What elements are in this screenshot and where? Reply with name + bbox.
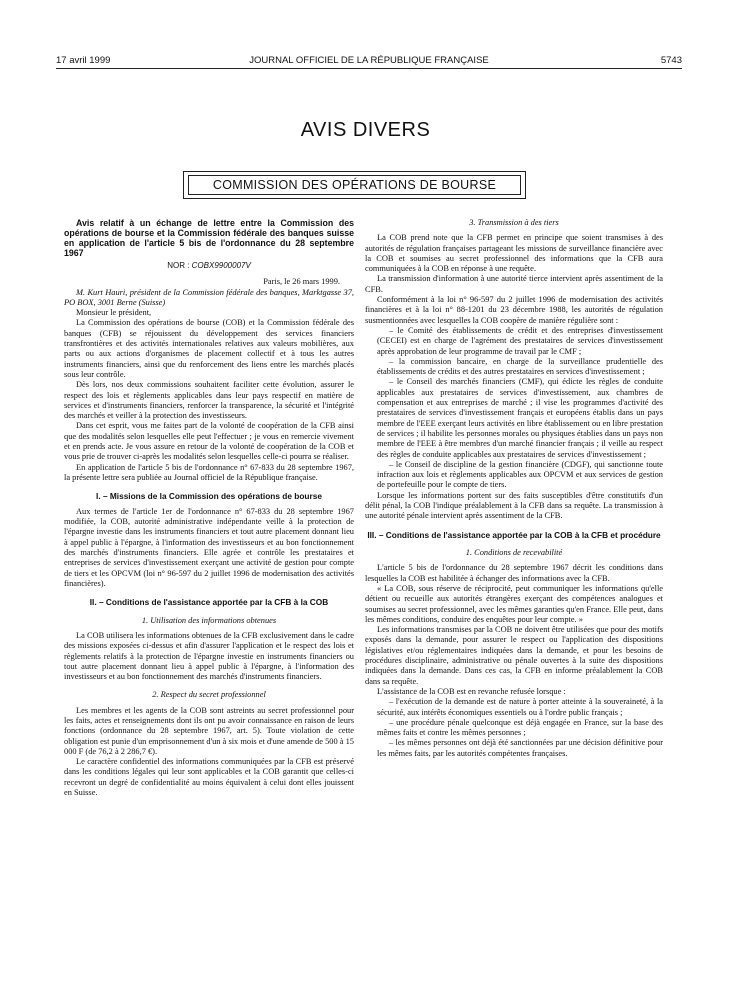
paragraph: Les informations transmises par la COB ne doivent être utilisées que pour des motifs exposés dans la demande, pour assurer le respect ou l'application des dispositions législatives et/ou réglementaires indiquées dans la demande, et pour les besoins de procédures disciplinaire, administrative ou pénale ouvertes à la suite des dispositions indiquées dans la demande. Dans ces cas, la CFB en informe préalablement la COB dans sa requête. <box>365 625 663 686</box>
list-item: – le Comité des établissements de crédit et des entreprises d'investissement (CECEI) est en charge de l'agrément des prestataires de services d'investissement après approbation de leur programme de travail par le CMF ; <box>377 325 663 356</box>
letter-date: Paris, le 26 mars 1999. <box>263 277 340 287</box>
subsection-heading: 1. Utilisation des informations obtenues <box>141 615 277 625</box>
page-header <box>56 55 682 69</box>
list-item: – les mêmes personnes ont déjà été sanctionnées par une décision définitive pour les mêmes faits, par les autorités compétentes françaises. <box>377 738 663 758</box>
section-heading: III. – Conditions de l'assistance apportée par la COB à la CFB et procédure <box>367 529 661 540</box>
commission-title: COMMISSION DES OPÉRATIONS DE BOURSE <box>188 175 521 195</box>
commission-box <box>183 171 526 199</box>
paragraph: Lorsque les informations portent sur des faits susceptibles d'être constitutifs d'un délit pénal, la COB l'indique préalablement à la CFB dans sa requête. La transmission à une autorité pénale intervient après assentiment de la CFB. <box>365 490 663 521</box>
paragraph: La COB prend note que la CFB permet en principe que soient transmises à des autorités de régulation françaises partageant les missions de surveillance financière avec la COB et soumises au secret professionnel des informations que la CFB aura communiquées à la COB en réponse à une requête. <box>365 233 663 274</box>
nor-reference <box>64 261 354 271</box>
section-heading: I. – Missions de la Commission des opérations de bourse <box>96 491 322 502</box>
paragraph: La COB utilisera les informations obtenues de la CFB exclusivement dans le cadre des missions exposées ci-dessus et afin d'assurer l'application et le respect des lois et règlements relatifs à la protection de l'épargne investie en instruments financiers ou tout autre placement donnant lieu à appel public à l'épargne, à l'information des investisseurs et au bon fonctionnement des marchés d'instruments financiers. <box>64 630 354 682</box>
list-item: – l'exécution de la demande est de nature à porter atteinte à la souveraineté, à la sécurité, aux intérêts économiques essentiels ou à l'ordre public français ; <box>377 697 663 717</box>
list-item: – le Conseil de discipline de la gestion financière (CDGF), qui sanctionne toute infraction aux lois et règlements applicables aux OPCVM et aux services de gestion de portefeuille pour le compte de tiers. <box>377 459 663 490</box>
subsection-heading: 2. Respect du secret professionnel <box>152 690 266 700</box>
paragraph: Dans cet esprit, vous me faites part de la volonté de coopération de la CFB ainsi que des modalités selon lesquelles elle peut l'effectuer ; je vous en remercie vivement et en prends acte. Je vous assure en retour de la volonté de coopération de la COB et vous prie de trouver ci-après les modalités selon lesquelles celle-ci pourra se réaliser. <box>64 421 354 462</box>
subsection-heading: 3. Transmission à des tiers <box>469 218 559 227</box>
subsection-heading: 1. Conditions de recevabilité <box>465 548 563 558</box>
nor-label: NOR : <box>167 261 190 270</box>
journal-title: JOURNAL OFFICIEL DE LA RÉPUBLIQUE FRANÇAISE <box>249 55 489 66</box>
right-column <box>365 218 663 759</box>
paragraph: Dès lors, nos deux commissions souhaitent faciliter cette évolution, assurer le respect des lois et règlements applicables dans leur pays respectif en matière de services et d'instruments financiers, renforcer la transparence, la sécurité et l'intégrité des marchés et veiller à la protection des investisseurs. <box>64 380 354 421</box>
paragraph: Les membres et les agents de la COB sont astreints au secret professionnel pour les faits, actes et renseignements dont ils ont pu avoir connaissance en raison de leurs fonctions (ordonnance du 28 septembre 1967, art. 5). Toute violation de cette obligation est punie d'un emprisonnement d'un à six mois et d'une amende de 500 à 15 000 F (de 76,2 à 2 286,7 €). <box>64 705 354 756</box>
paragraph: Aux termes de l'article 1er de l'ordonnance n° 67-833 du 28 septembre 1967 modifiée, la COB, autorité administrative indépendante veille à la protection de l'épargne investie dans les instruments financiers et tout autre placement donnant lieu à appel public à l'épargne, à l'information des investisseurs et au bon fonctionnement des marchés d'instruments financiers. Elle agrée et contrôle les prestataires et entreprises de services d'investissement exerçant une activité de gestion pour compte de tiers et les OPCVM (loi n° 96-597 du 2 juillet 1996 de modernisation des activités financières). <box>64 506 354 588</box>
header-rule <box>56 68 682 69</box>
paragraph: Conformément à la loi n° 96-597 du 2 juillet 1996 de modernisation des activités financières et à la loi n° 88-1201 du 23 décembre 1988, les autorités de régulation susmentionnées avec lesquelles la COB coopère de manière régulière sont : <box>365 295 663 325</box>
paragraph: L'article 5 bis de l'ordonnance du 28 septembre 1967 décrit les conditions dans lesquelles la COB est habilitée à échanger des informations avec la CFB. <box>365 563 663 583</box>
section-heading: II. – Conditions de l'assistance apportée par la CFB à la COB <box>89 597 329 608</box>
paragraph: « La COB, sous réserve de réciprocité, peut communiquer les informations qu'elle détient ou recueille aux autorités étrangères exerçant des compétences analogues et soumises au secret professionnel, avec les mêmes garanties qu'en France. Elle peut, dans les mêmes conditions, conduire des enquêtes pour leur compte. » <box>365 584 663 624</box>
page-number: 5743 <box>660 55 682 66</box>
paragraph: L'assistance de la COB est en revanche refusée lorsque : <box>377 686 566 696</box>
nor-value: COBX9900007V <box>191 261 251 270</box>
list-item: – le Conseil des marchés financiers (CMF), qui édicte les règles de conduite applicables aux prestataires de services d'investissement, aux chambres de compensation et aux entreprises de marché ; il vise les programmes d'activité des prestataires de services d'investissement français et européens établis dans un pays membre de l'EEE exerçant leurs activités en libre établissement ou en libre prestation de services ; il habilite les personnes morales ou physiques établies dans un pays non membre de l'EEE à être membres d'un marché financier français ; il veille au respect des règles de conduite applicables aux prestataires de services d'investissement ; <box>377 377 663 459</box>
addressee: M. Kurt Hauri, président de la Commission fédérale des banques, Marktgasse 37, PO BOX, 3001 Berne (Suisse) <box>64 287 354 307</box>
left-column <box>64 218 354 798</box>
salutation: Monsieur le président, <box>76 308 152 318</box>
list-item: – la commission bancaire, en charge de la surveillance prudentielle des établissements de crédits et des autres prestataires en services d'investissement ; <box>377 356 663 377</box>
paragraph: La transmission d'information à une autorité tierce intervient après assentiment de la CFB. <box>365 274 663 294</box>
section-title: AVIS DIVERS <box>300 119 431 141</box>
paragraph: La Commission des opérations de bourse (COB) et la Commission fédérale des banques (CFB) se réjouissent du développement des services financiers transfrontières et des activités internationales relatives aux valeurs mobilières, aux parts ou aux actions d'organismes de placement collectif et à tous les autres instruments financiers, ainsi que du renforcement des liens entre les marchés placés sous leur contrôle. <box>64 318 354 379</box>
paragraph: En application de l'article 5 bis de l'ordonnance n° 67-833 du 28 septembre 1967, la présente lettre sera publiée au Journal officiel de la République française. <box>64 462 354 482</box>
list-item: – une procédure pénale quelconque est déjà engagée en France, sur la base des mêmes faits et contre les mêmes personnes ; <box>377 717 663 738</box>
paragraph: Le caractère confidentiel des informations communiquées par la CFB est préservé dans les conditions légales qui leur sont applicables et la COB garantit que celles-ci recevront un degré de confidentialité au moins équivalent à celui dont elles jouissent en Suisse. <box>64 757 354 798</box>
issue-date: 17 avril 1999 <box>56 55 111 66</box>
notice-title: Avis relatif à un échange de lettre entre la Commission des opérations de bourse et la Commission fédérale des banques suisse en application de l'article 5 bis de l'ordonnance du 28 septembre 1967 <box>64 218 354 258</box>
